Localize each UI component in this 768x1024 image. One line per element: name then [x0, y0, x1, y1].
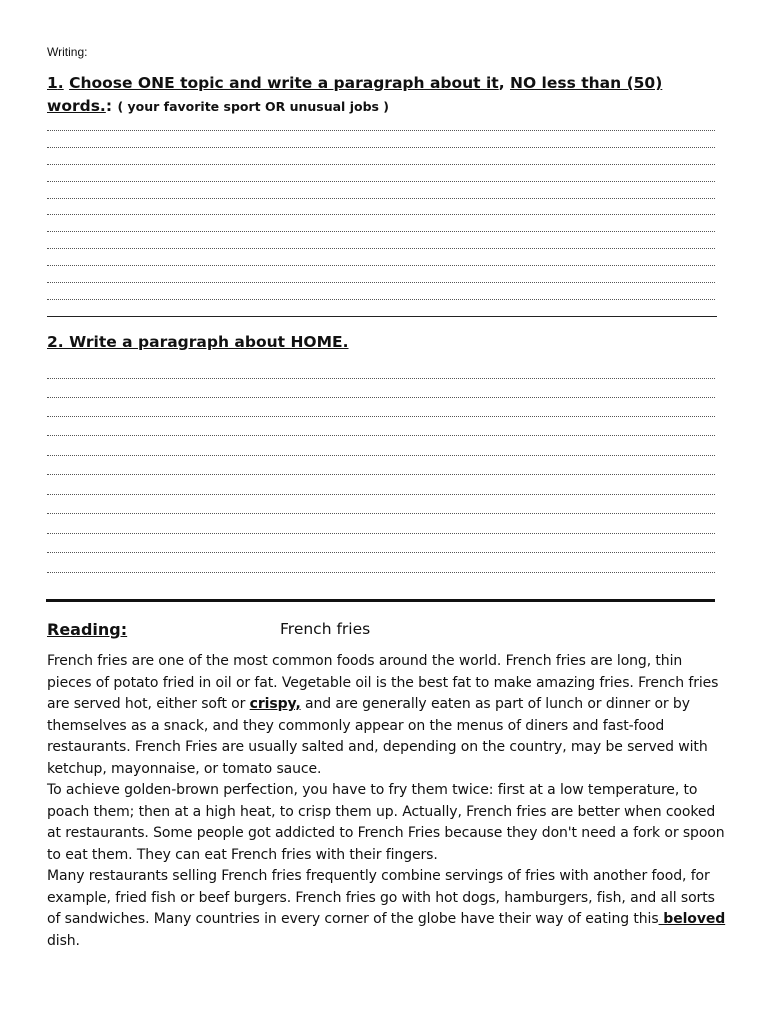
- paragraph-text: French fries are one of the most common foods around the world. French fries are long, thin pieces of potato fried in oil or fat. Vegetable oil is the best fat to make amazing fries. French fries are served hot, either soft or: [47, 653, 719, 712]
- answer-line: [47, 533, 715, 534]
- paragraph-text: dish.: [47, 932, 80, 949]
- answer-line: [47, 435, 715, 436]
- answer-line: [47, 181, 715, 182]
- question-1-prompt: Choose ONE topic and write a paragraph about it: [69, 74, 499, 92]
- reading-title: French fries: [280, 620, 371, 638]
- question-1-number: 1: [47, 74, 58, 92]
- answer-line: [47, 164, 715, 165]
- answer-line: [47, 147, 715, 148]
- answer-line: [47, 416, 715, 417]
- question-2: 2. Write a paragraph about HOME.: [47, 333, 349, 351]
- vocab-word-crispy: crispy,: [249, 696, 301, 712]
- answer-line: [47, 513, 715, 514]
- answer-line: [47, 231, 715, 232]
- answer-line: [47, 248, 715, 249]
- answer-line: [47, 572, 715, 573]
- answer-line: [47, 552, 715, 553]
- answer-line: [47, 214, 715, 215]
- question-1-limit: NO less than (50): [510, 74, 663, 92]
- answer-line: [47, 455, 715, 456]
- vocab-word-beloved: beloved: [658, 911, 726, 927]
- answer-line: [47, 494, 715, 495]
- answer-line: [47, 474, 715, 475]
- answer-line: [47, 265, 715, 266]
- reading-section-label: Reading:: [47, 620, 128, 639]
- section-divider: [47, 316, 717, 317]
- paragraph-text: and are generally eaten as part of lunch or dinner or by themselves as a snack, and they commonly appear on the menus of diners and fast-food restaurants. French Fries are usually salted and, depending on the country, may be served with ketchup, mayonnaise, or tomato sauce.: [47, 696, 708, 777]
- writing-section-label: Writing:: [47, 45, 88, 59]
- answer-line: [47, 378, 715, 379]
- answer-line: [47, 299, 715, 300]
- answer-line: [47, 397, 715, 398]
- answer-line: [47, 198, 715, 199]
- reading-paragraph-3: [47, 866, 727, 952]
- answer-line: [47, 282, 715, 283]
- reading-passage: [47, 651, 727, 952]
- reading-paragraph-2: To achieve golden-brown perfection, you have to fry them twice: first at a low temperature, to poach them; then at a high heat, to crisp them up. Actually, French fries are better when cooked at restaurants. Some people got addicted to French Fries because they don't need a fork or spoon to eat them. They can eat French fries with their fingers.: [47, 782, 725, 863]
- question-1-topics: ( your favorite sport OR unusual jobs ): [117, 99, 390, 114]
- question-1: 1. Choose ONE topic and write a paragraph about it, NO less than (50) words.: ( your favorite sport OR unusual jobs ): [47, 74, 663, 115]
- question-1-words: words.: [47, 97, 106, 115]
- section-divider-thick: [46, 599, 715, 602]
- answer-line: [47, 130, 715, 131]
- reading-paragraph-1: [47, 651, 727, 780]
- paragraph-text: Many restaurants selling French fries frequently combine servings of fries with another food, for example, fried fish or beef burgers. French fries go with hot dogs, hamburgers, fish, and all sorts of sandwiches. Many countries in every corner of the globe have their way of eating this: [47, 868, 715, 927]
